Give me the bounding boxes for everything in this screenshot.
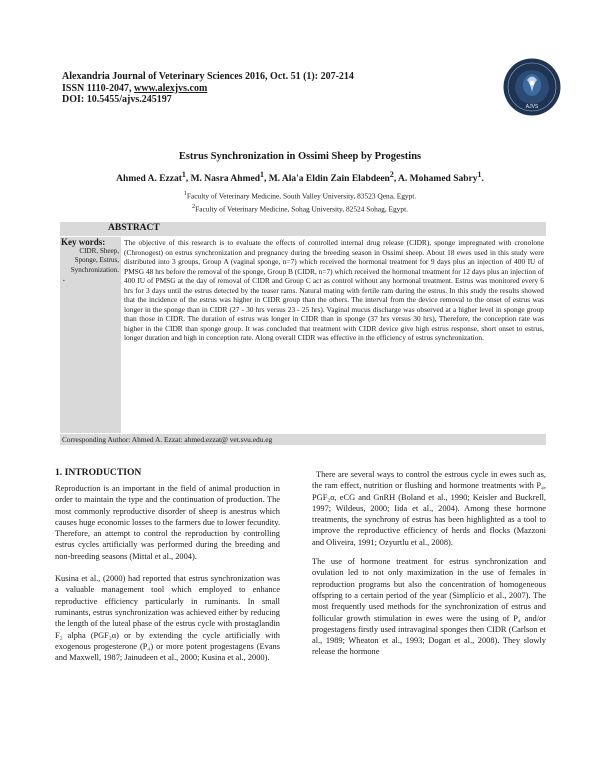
body-paragraph: There are several ways to control the estrous cycle in ewes such as, the ram effect, nutrition or flushing and hormone treatments with P₄, PGF₂α, eCG and GnRH (Boland et al., 1990; Keisler and Buckrell, 1997; Wildeus, 2000; Iida et al., 2004). Among these hormone treatments, the synchrony of estrus has been highlighted as a tool to improve the reproductive efficiency of herds and flocks (Mazzoni and Oliveira, 1991; Ozyurtlu et al., 2008).	[312, 470, 546, 547]
author-sup: 1	[477, 170, 482, 179]
keyword-line: Synchronization.	[70, 265, 119, 274]
keyword-line: Sponge, Estrus,	[74, 256, 119, 265]
affiliation-text: Faculty of Veterinary Medicine, South Valley University, 83523 Qena, Egypt.	[186, 191, 417, 201]
author-list: Ahmed A. Ezzat$^1$, M. Nasra Ahmed$^1$, M. Ala'a Eldin Zain Elabdeen$^2$, A. Mohamed Sabry$^1$.	[116, 170, 484, 185]
left-column	[55, 483, 280, 663]
abstract-heading: ABSTRACT	[108, 223, 160, 233]
affiliation-sup: 2	[192, 204, 196, 210]
keywords-heading: Key words:	[61, 237, 106, 247]
author-name: A. Mohamed Sabry	[398, 174, 478, 185]
issn-line	[62, 83, 462, 95]
author-name: M. Ala'a Eldin Zain Elabdeen	[268, 174, 390, 185]
affiliation-text: Faculty of Veterinary Medicine, Sohag University, 82524 Sohag, Egypt.	[195, 204, 408, 214]
seal-text: AJVS	[525, 104, 539, 110]
keywords-box	[60, 237, 121, 433]
affiliation-1	[0, 191, 600, 200]
affiliation-2	[0, 204, 600, 213]
body-paragraph: Kusina et al., (2000) had reported that estrus synchronization was a valuable management tool which employed to enhance reproductive efficiency particularly in ruminants. In small ruminants, estrus synchronization was achieved either by reducing the length of the luteal phase of the estrus cycle with prostaglandin F₂ alpha (PGF₂α) or by extending the cycle artificially with exogenous progesterone (P₄) or more potent progestagens (Evans and Maxwell, 1987; Jainudeen et al., 2000; Kusina et al., 2000).	[55, 574, 280, 663]
author-name: M. Nasra Ahmed	[190, 174, 260, 185]
author-name: Ahmed A. Ezzat	[116, 174, 182, 185]
keywords-dot: .	[63, 274, 65, 283]
body-paragraph: Reproduction is an important in the field of animal production in order to maintain the type and the continuation of production. The most commonly reproductive disorder of sheep is anestrus which causes huge economic losses to the farmers due to lower fecundity. Therefore, an attempt to control the reproduction by controlling estrus cycles artificially was performed during the breeding and non-breeding seasons (Mittal et al., 2004).	[55, 484, 280, 561]
paper-title: Estrus Synchronization in Ossimi Sheep by Progestins	[178, 151, 422, 162]
corresponding-author-bar	[60, 434, 546, 445]
issn-label: ISSN 1110-2047,	[62, 82, 134, 94]
author-sup: 1	[259, 170, 264, 179]
right-column	[312, 469, 546, 658]
journal-citation: Alexandria Journal of Veterinary Sciences 2016, Oct. 51 (1): 207-214	[62, 71, 354, 82]
journal-seal-logo	[503, 58, 561, 116]
body-paragraph: The use of hormone treatment for estrus synchronization and ovulation led to not only maximization in the use of females in reproduction programs but also the concentration of homogeneous offspring to a certain period of the year (Simplício et al., 2007). The most frequently used methods for the synchronization of estrus and follicular growth stimulation in ewes were the using of P₄ and/or progestagens firstly used intravaginal sponges then CIDR (Carlson et al., 1989; Wheaton et al., 1993; Dogan et al., 2008). They slowly release the hormone	[312, 557, 546, 657]
abstract-text: The objective of this research is to evaluate the effects of controlled internal drug release (CIDR), sponge impregnated with cronolone (Chronogest) on estrus synchronization and pregnancy during the breeding season in Ossimi sheep. About 18 ewes used in this study were distributed into 3 groups, Group A (vaginal sponge, n=7) which received the hormonal treatment for 9 days plus an injection of 400 IU of PMSG 48 hrs before the removal of the sponge, Group B (CIDR, n=7) which received the hormonal treatment for 12 days plus an injection of 400 IU of PMSG at the day of removal of CIDR and Group C act as control without any hormonal treatment. Estrus was monitored every 6 hrs for 3 days until the estrus detected by the teaser rams. Natural mating with fertile ram during the estrus. In this study the results showed that the incidence of the estrus was higher in CIDR group than the others. The interval from the device removal to the onset of estrus was longer in the sponge than in CIDR (27 - 30 hrs versus 23 - 25 hrs). Vaginal mucus discharge was observed at a higher level in sponge group than those in CIDR. The duration of estrus was longer in CIDR than in sponge (37 hrs versus 30 hrs), Therefore, the conception rate was higher in the CIDR than sponge group. It was concluded that treatment with CIDR device give high estrus response, short onset to estrus, longer duration and high in conception rate. Along overall CIDR was effective in the efficiency of estrus synchronization.	[124, 238, 544, 343]
corresponding-author: Corresponding Author: Ahmed A. Ezzat: ahmed.ezzat@ vet.svu.edu.eg	[62, 435, 273, 444]
affiliation-sup: 1	[183, 191, 187, 197]
author-sup: 1	[181, 170, 186, 179]
author-sup: 2	[389, 170, 394, 179]
abstract-header-bar	[60, 222, 546, 236]
keyword-line: CIDR, Sheep,	[79, 247, 119, 256]
introduction-heading: 1. INTRODUCTION	[55, 467, 142, 478]
doi-line: DOI: 10.5455/ajvs.245197	[62, 94, 172, 105]
journal-url-link[interactable]: www.alexjvs.com	[133, 82, 208, 94]
journal-header	[62, 71, 462, 106]
